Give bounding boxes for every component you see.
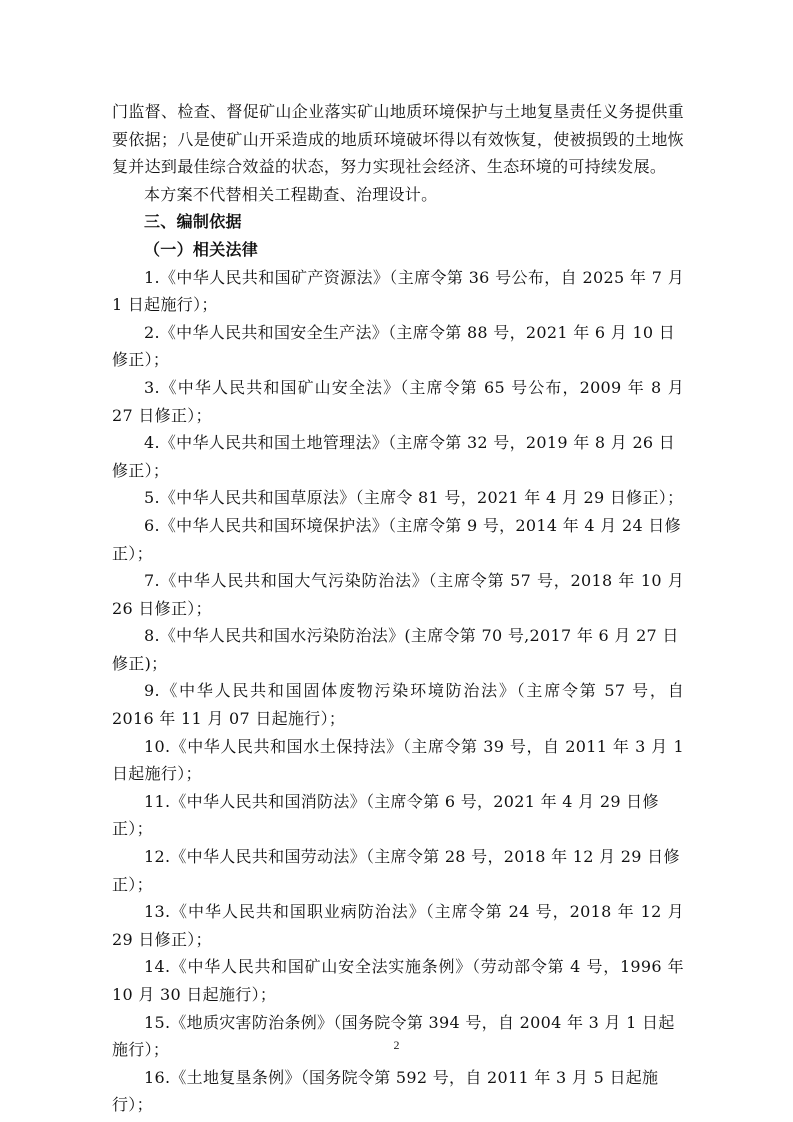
document-body — [112, 98, 684, 1119]
law-item: 4.《中华人民共和国土地管理法》（主席令第 32 号，2019 年 8 月 26 日修正）； — [112, 433, 676, 480]
law-item: 15.《地质灾害防治条例》（国务院令第 394 号，自 2004 年 3 月 1 日起施行）； — [112, 1012, 675, 1060]
law-item: 14.《中华人民共和国矿山安全法实施条例》（劳动部令第 4 号，1996 年 10 月 30 日起施行）； — [112, 957, 684, 1004]
law-item: 10.《中华人民共和国水土保持法》（主席令第 39 号，自 2011 年 3 月 1 日起施行）； — [112, 736, 684, 784]
section-heading: 三、编制依据 — [144, 212, 242, 232]
law-item: 9.《中华人民共和国固体废物污染环境防治法》（主席令第 57 号，自 2016 年 11 月 07 日起施行）； — [112, 681, 684, 729]
law-item: 13.《中华人民共和国职业病防治法》（主席令第 24 号，2018 年 12 月 29 日修正）； — [112, 902, 684, 949]
law-item: 11.《中华人民共和国消防法》（主席令第 6 号，2021 年 4 月 29 日修正）； — [112, 791, 659, 839]
page-number: 2 — [393, 1038, 400, 1052]
law-item: 7.《中华人民共和国大气污染防治法》（主席令第 57 号，2018 年 10 月 26 日修正）； — [112, 571, 684, 618]
law-item: 3.《中华人民共和国矿山安全法》（主席令第 65 号公布，2009 年 8 月 27 日修正）； — [112, 377, 684, 425]
law-item: 1.《中华人民共和国矿产资源法》（主席令第 36 号公布，自 2025 年 7 月 1 日起施行）； — [112, 267, 684, 315]
subsection-heading: （一）相关法律 — [144, 239, 259, 259]
law-item: 12.《中华人民共和国劳动法》（主席令第 28 号，2018 年 12 月 29 日修正）； — [112, 847, 680, 894]
law-item: 5.《中华人民共和国草原法》（主席令 81 号，2021 年 4 月 29 日修正）； — [144, 488, 684, 508]
disclaimer-paragraph: 本方案不代替相关工程勘查、治理设计。 — [144, 184, 438, 204]
law-item: 2.《中华人民共和国安全生产法》（主席令第 88 号，2021 年 6 月 10 日修正）； — [112, 322, 676, 370]
law-item: 16.《土地复垦条例》（国务院令第 592 号，自 2011 年 3 月 5 日起施行）； — [112, 1067, 659, 1115]
law-item: 8.《中华人民共和国水污染防治法》(主席令第 70 号,2017 年 6 月 27 日修正)； — [112, 626, 679, 673]
intro-paragraph: 门监督、检查、督促矿山企业落实矿山地质环境保护与土地复垦责任义务提供重要依据；八是使矿山开采造成的地质环境破坏得以有效恢复，使被损毁的土地恢复并达到最佳综合效益的状态，努力实现社会经济、生态环境的可持续发展。 — [112, 102, 684, 177]
law-item: 6.《中华人民共和国环境保护法》（主席令第 9 号，2014 年 4 月 24 日修正）； — [112, 515, 681, 563]
